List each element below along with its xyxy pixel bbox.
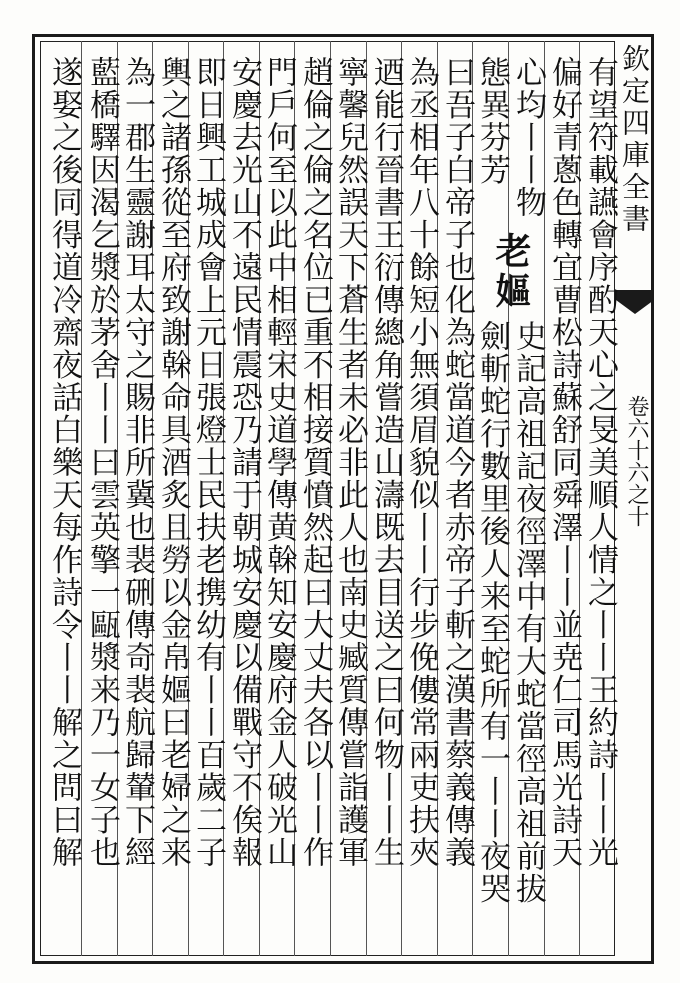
headword-text-a: 史記高祖記夜徑澤中有大蛇當徑高祖前拔 (510, 320, 546, 905)
text-column-9: 趙倫之倫之名位已重不相接質憤然起曰大丈夫各以丨丨作 (297, 56, 333, 869)
headword-lao-yu: 老嫗 (490, 232, 532, 312)
text-column-5: 曰吾子白帝子也化為蛇當道今者赤帝子斬之漢書蔡義傳義 (439, 56, 475, 869)
text-column-6: 為丞相年八十餘短小無須眉貌似丨丨行步俛僂常兩吏扶夾 (403, 56, 439, 869)
text-column-12: 即日興工城成會上元日張燈士民扶老携幼有丨丨百歲二子 (190, 56, 226, 869)
book-title: 欽定四庫全書 (618, 44, 651, 236)
text-column-3: 心均丨丨物 (510, 56, 546, 219)
text-column-8: 寧馨兒然誤天下蒼生者未必非此人也南史臧質傳嘗詣護軍 (332, 56, 368, 869)
fishtail-mark-icon (616, 290, 654, 314)
text-column-14: 為一郡生靈謝耳太守之賜非所冀也裴硎傳奇裴航歸輦下經 (119, 56, 155, 869)
volume-label: 卷六十六之十 (624, 395, 649, 527)
text-column-13: 輿之諸孫從至府致謝榦命具酒炙且勞以金帛嫗曰老婦之来 (155, 56, 191, 869)
text-column-15: 藍橋驛因渴乞漿於茅舍丨丨曰雲英擎一甌漿来乃一女子也 (84, 56, 120, 869)
text-column-16: 遂娶之後同得道冷齋夜話白樂天每作詩令丨丨解之問曰解 (46, 56, 82, 869)
text-column-7: 迺能行晉書王衍傳總角嘗造山濤既去目送之曰何物丨丨生 (368, 56, 404, 869)
text-column-2: 偏好青蔥色轉宜曹松詩蘇舒同舜澤丨丨並尭仁司馬光詩天 (546, 56, 582, 869)
text-column-4: 態異芬芳 (474, 56, 510, 186)
text-column-11: 安慶去光山不遠民情震恐乃請于朝城安慶以備戰守不俟報 (226, 56, 262, 869)
text-column-1: 有望符載讌會序酌天心之旻美順人情之丨丨王約詩丨丨光 (582, 56, 618, 869)
headword-text-b: 劍斬蛇行數里後人来至蛇所有一丨丨夜哭 (474, 320, 510, 905)
text-column-10: 門戶何至以此中相輕宋史道學傳黄榦知安慶府金人破光山 (261, 56, 297, 869)
